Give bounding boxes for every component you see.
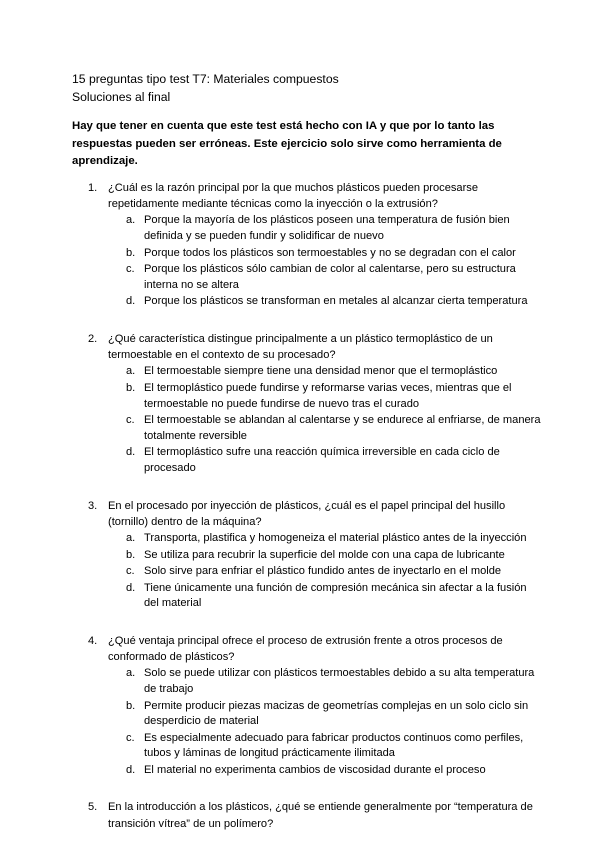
question-item: [72, 180, 542, 310]
answer-text: Solo sirve para enfriar el plástico fundido antes de inyectarlo en el molde: [144, 565, 502, 578]
answer-text: Porque los plásticos sólo cambian de color al calentarse, pero su estructura interna no se altera: [144, 263, 516, 291]
answer-letter: a.: [126, 214, 136, 227]
answer-letter: a.: [126, 667, 136, 680]
question-item: [72, 331, 542, 477]
answer-letter: d.: [126, 295, 136, 308]
answer-letter: b.: [126, 246, 136, 259]
answer-text: Transporta, plastifica y homogeneiza el material plástico antes de la inyección: [144, 531, 527, 544]
answer-letter: c.: [126, 263, 135, 276]
answer-text: El material no experimenta cambios de viscosidad durante el proceso: [144, 763, 486, 776]
question-number: 3.: [88, 499, 98, 512]
answer-option: [108, 213, 542, 244]
answer-text: Porque los plásticos se transforman en metales al alcanzar cierta temperatura: [144, 295, 528, 308]
answer-letter: b.: [126, 548, 136, 561]
question-number: 5.: [88, 801, 98, 814]
answer-option: [108, 564, 542, 580]
answer-letter: d.: [126, 763, 136, 776]
document-header: [72, 70, 339, 106]
answer-text: Solo se puede utilizar con plásticos termoestables debido a su alta temperatura de trabajo: [144, 667, 535, 695]
answer-letter: b.: [126, 381, 136, 394]
document-subtitle: Soluciones al final: [72, 90, 171, 104]
answer-text: Es especialmente adecuado para fabricar productos continuos como perfiles, tubos y láminas de longitud prácticamente ilimitada: [144, 731, 524, 760]
question-text: En la introducción a los plásticos, ¿qué se entiende generalmente por “temperatura de transición vítrea” de un polímero?: [108, 801, 533, 830]
answer-options: [108, 213, 542, 310]
answer-option: [108, 445, 542, 476]
answer-option: [108, 731, 542, 762]
answer-options: [108, 531, 542, 612]
answer-option: [108, 699, 542, 730]
answer-letter: b.: [126, 699, 136, 712]
answer-text: Permite producir piezas macizas de geometrías complejas en un solo ciclo sin desperdicio de material: [144, 699, 529, 728]
answer-option: [108, 364, 542, 380]
question-item: [72, 633, 542, 779]
question-text: En el procesado por inyección de plásticos, ¿cuál es el papel principal del husillo (tornillo) dentro de la máquina?: [108, 499, 506, 528]
answer-options: [108, 666, 542, 778]
answer-option: [108, 763, 542, 779]
answer-text: Porque todos los plásticos son termoestables y no se degradan con el calor: [144, 246, 516, 259]
question-item: [72, 498, 542, 612]
answer-letter: c.: [126, 731, 135, 744]
ai-warning-notice: Hay que tener en cuenta que este test está hecho con IA y que por lo tanto las respuestas pueden ser erróneas. Este ejercicio solo sirve como herramienta de aprendizaje.: [72, 120, 502, 167]
answer-letter: d.: [126, 581, 136, 594]
answer-option: [108, 246, 542, 262]
question-number: 1.: [88, 182, 98, 194]
question-text: ¿Cuál es la razón principal por la que muchos plásticos pueden procesarse repetidamente mediante técnicas como la inyección o la extrusión?: [108, 182, 478, 211]
answer-letter: d.: [126, 446, 136, 459]
answer-option: [108, 581, 542, 612]
answer-options: [108, 364, 542, 476]
answer-letter: a.: [126, 531, 136, 544]
answer-text: Se utiliza para recubrir la superficie del molde con una capa de lubricante: [144, 548, 505, 561]
answer-letter: c.: [126, 565, 135, 578]
answer-letter: c.: [126, 414, 135, 427]
question-item: [72, 799, 542, 831]
answer-option: [108, 531, 542, 547]
answer-letter: a.: [126, 365, 136, 378]
answer-text: El termoplástico sufre una reacción química irreversible en cada ciclo de procesado: [144, 446, 500, 474]
answer-text: El termoplástico puede fundirse y reformarse varias veces, mientras que el termoestable no puede fundirse de nuevo tras el curado: [144, 381, 512, 410]
answer-text: Tiene únicamente una función de compresión mecánica sin afectar a la fusión del material: [144, 581, 527, 610]
question-text: ¿Qué ventaja principal ofrece el proceso de extrusión frente a otros procesos de conformado de plásticos?: [108, 634, 503, 664]
answer-option: [108, 381, 542, 412]
answer-option: [108, 548, 542, 564]
answer-text: Porque la mayoría de los plásticos poseen una temperatura de fusión bien definida y se pueden fundir y solidificar de nuevo: [144, 214, 510, 242]
document-title: 15 preguntas tipo test T7: Materiales compuestos: [72, 72, 339, 86]
answer-option: [108, 666, 542, 697]
question-list: [72, 180, 542, 853]
question-text: ¿Qué característica distingue principalmente a un plástico termoplástico de un termoestable en el contexto de su procesado?: [108, 332, 493, 362]
question-number: 4.: [88, 634, 98, 647]
answer-text: El termoestable se ablandan al calentarse y se endurece al enfriarse, de manera totalmente reversible: [144, 414, 541, 442]
answer-text: El termoestable siempre tiene una densidad menor que el termoplástico: [144, 365, 498, 378]
answer-option: [108, 294, 542, 310]
answer-option: [108, 262, 542, 293]
answer-option: [108, 413, 542, 444]
question-number: 2.: [88, 332, 98, 345]
